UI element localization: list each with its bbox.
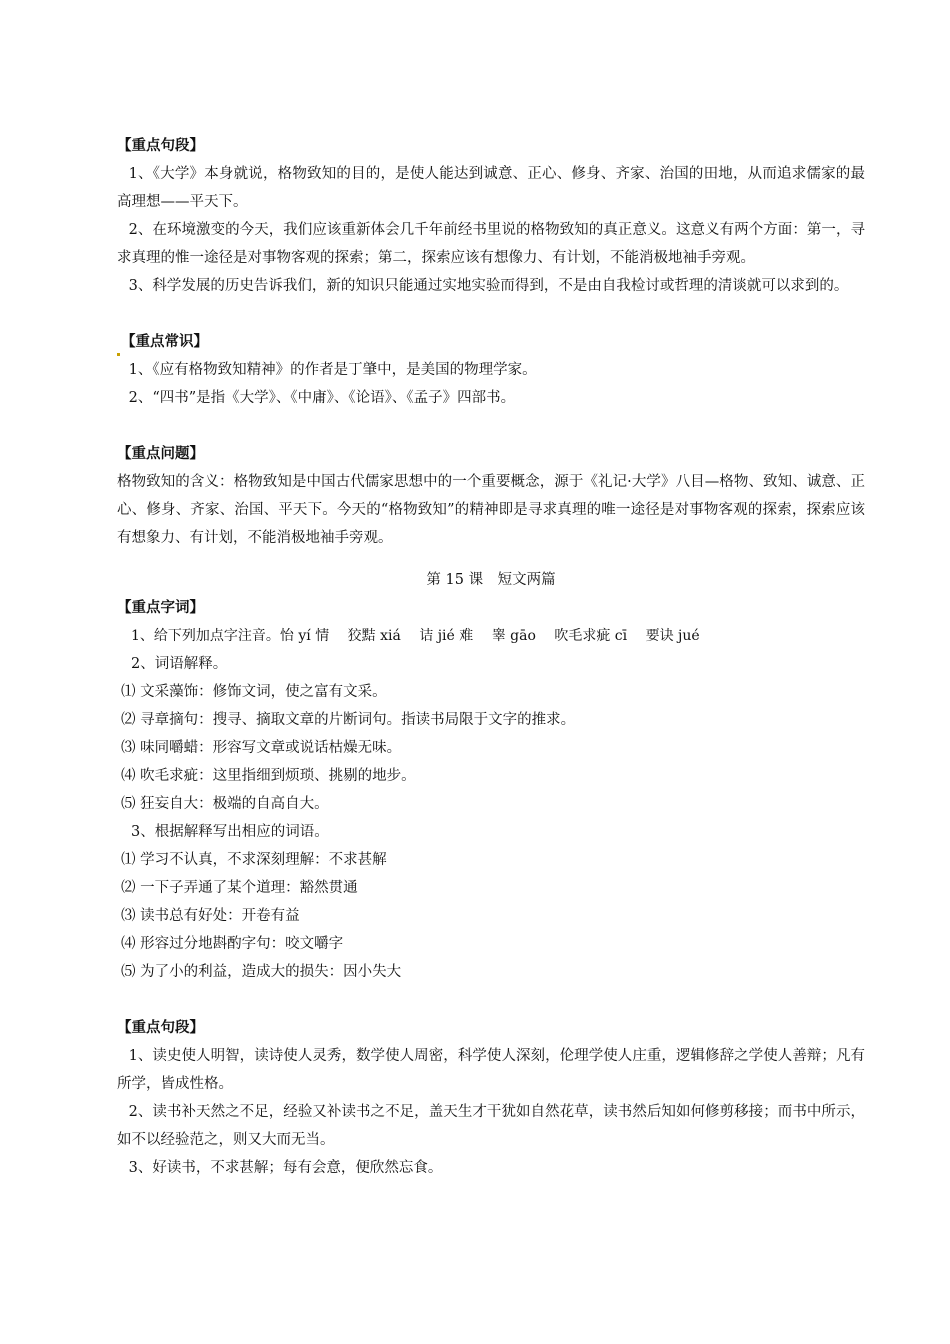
section-heading-key-sentences: 【重点句段】 [117, 138, 204, 154]
explain-item: ⑵ 寻章摘句：搜寻、摘取文章的片断词句。指读书局限于文字的推求。 [121, 712, 576, 728]
knowledge-item-2: 2、“四书”是指《大学》、《中庸》、《论语》、《孟子》四部书。 [128, 390, 516, 406]
key-question-text: 格物致知的含义：格物致知是中国古代儒家思想中的一个重要概念，源于《礼记·大学》八目—格物、致知、诚意、正心、修身、齐家、治国、平天下。今天的“格物致知”的精神即是寻求真理的唯一途径是对事物客观的探索，探索应该有想象力、有计划，不能消极地袖手旁观。 [117, 474, 865, 546]
key-sentence-2-2: 2、读书补天然之不足，经验又补读书之不足，盖天生才干犹如自然花草，读书然后知如何修剪移接；而书中所示，如不以经验范之，则又大而无当。 [117, 1104, 865, 1148]
section-heading-key-questions: 【重点问题】 [117, 446, 204, 462]
section-heading-key-words: 【重点字词】 [117, 600, 204, 616]
write-item: ⑸ 为了小的利益，造成大的损失：因小失大 [121, 964, 402, 980]
key-sentence-2: 2、在环境激变的今天，我们应该重新体会几千年前经书里说的格物致知的真正意义。这意义有两个方面：第一，寻求真理的惟一途径是对事物客观的探索；第二，探索应该有想像力、有计划，不能消极地袖手旁观。 [117, 222, 865, 266]
explain-item: ⑷ 吹毛求疵：这里指细到烦琐、挑剔的地步。 [121, 768, 416, 784]
key-sentence-3: 3、科学发展的历史告诉我们，新的知识只能通过实地实验而得到，不是由自我检讨或哲理的清谈就可以求到的。 [128, 278, 849, 294]
knowledge-item-1: 1、《应有格物致知精神》的作者是丁肇中，是美国的物理学家。 [128, 362, 537, 378]
lesson-title: 第 15 课 短文两篇 [426, 572, 556, 588]
key-sentence-1: 1、《大学》本身就说，格物致知的目的，是使人能达到诚意、正心、修身、齐家、治国的田地，从而追求儒家的最高理想——平天下。 [117, 166, 865, 210]
word-write-title: 3、根据解释写出相应的词语。 [131, 824, 329, 840]
section-heading-key-knowledge: 【重点常识】 [117, 328, 865, 356]
write-item: ⑶ 读书总有好处：开卷有益 [121, 908, 300, 924]
section-heading-key-sentences-2: 【重点句段】 [117, 1020, 204, 1036]
write-item: ⑴ 学习不认真，不求深刻理解：不求甚解 [121, 852, 387, 868]
key-sentence-2-3: 3、好读书，不求甚解；每有会意，便欣然忘食。 [128, 1160, 443, 1176]
word-explain-title: 2、词语解释。 [131, 656, 228, 672]
pinyin-exercise: 1、给下列加点字注音。怡 yí 情 狡黠 xiá 诘 jié 难 睾 gāo 吹毛求疵 cī 要诀 jué [131, 628, 700, 644]
explain-item: ⑸ 狂妄自大：极端的自高自大。 [121, 796, 329, 812]
explain-item: ⑴ 文采藻饰：修饰文词，使之富有文采。 [121, 684, 387, 700]
write-item: ⑷ 形容过分地斟酌字句：咬文嚼字 [121, 936, 344, 952]
write-item: ⑵ 一下子弄通了某个道理：豁然贯通 [121, 880, 358, 896]
explain-item: ⑶ 味同嚼蜡：形容写文章或说话枯燥无味。 [121, 740, 402, 756]
document-page [117, 0, 865, 1182]
marker-dot [117, 353, 120, 356]
key-sentence-2-1: 1、读史使人明智，读诗使人灵秀，数学使人周密，科学使人深刻，伦理学使人庄重，逻辑修辞之学使人善辩；凡有所学，皆成性格。 [117, 1048, 865, 1092]
